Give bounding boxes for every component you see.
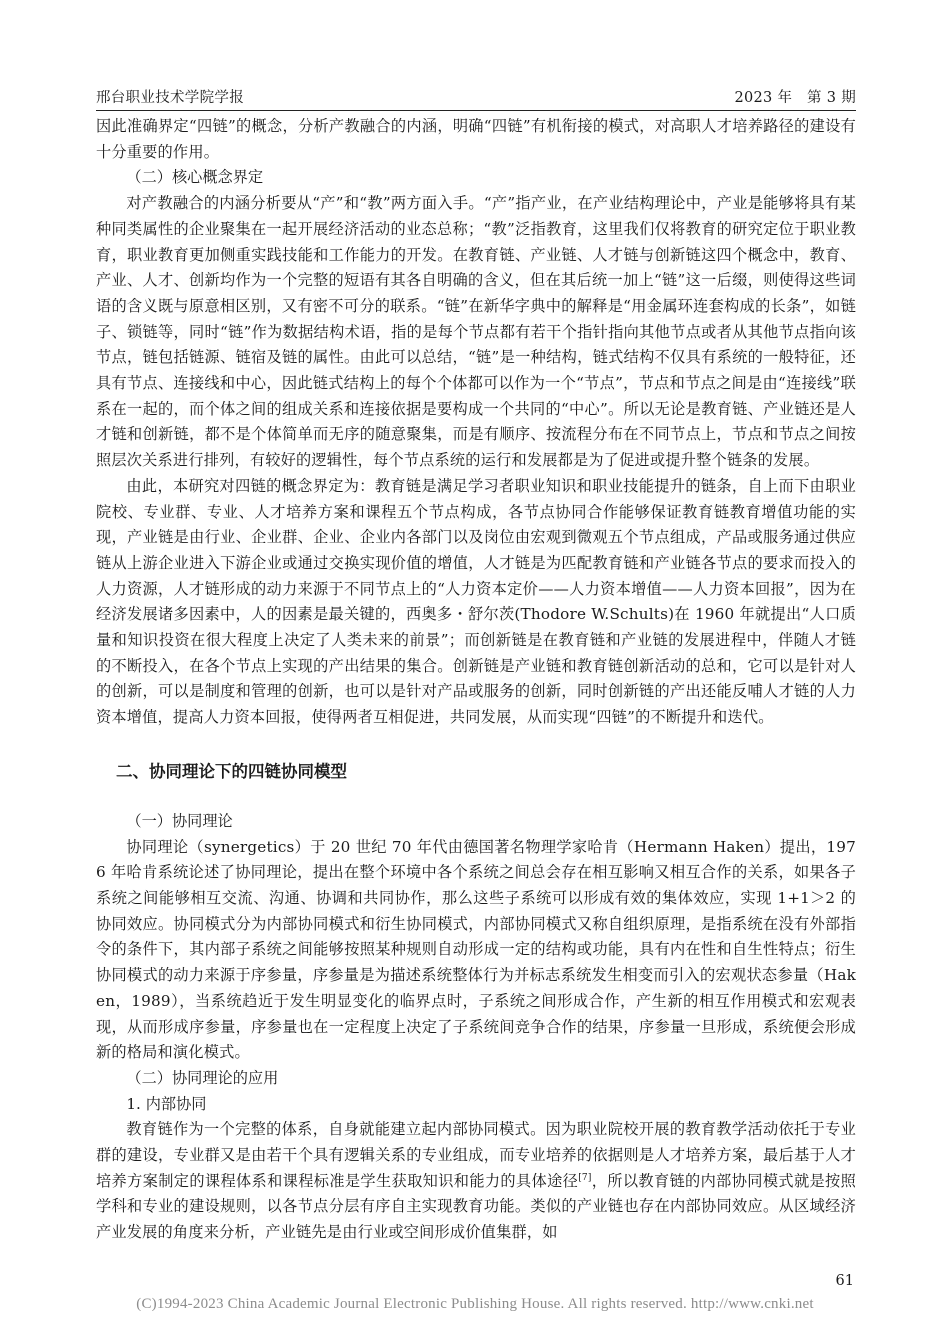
paragraph-industry-education-analysis: 对产教融合的内涵分析要从“产”和“教”两方面入手。“产”指产业，在产业结构理论中，产业是能够将具有某种同类属性的企业聚集在一起开展经济活动的业态总称；“教”泛指教育，这里我们仅将教育的研究定位于职业教育，职业教育更加侧重实践技能和工作能力的开发。在教育链、产业链、人才链与创新链这四个概念中，教育、产业、人才、创新均作为一个完整的短语有其各自明确的含义，但在其后统一加上“链”这一后缀，则使得这些词语的含义既与原意相区别，又有密不可分的联系。“链”在新华字典中的解释是“用金属环连套构成的长条”，如链子、锁链等，同时“链”作为数据结构术语，指的是每个节点都有若干个指针指向其他节点或者从其他节点指向该节点，链包括链源、链宿及链的属性。由此可以总结，“链”是一种结构，链式结构不仅具有系统的一般特征，还具有节点、连接线和中心，因此链式结构上的每个个体都可以作为一个“节点”，节点和节点之间是由“连接线”联系在一起的，而个体之间的组成关系和连接依据是要构成一个共同的“中心”。所以无论是教育链、产业链还是人才链和创新链，都不是个体简单而无序的随意聚集，而是有顺序、按流程分布在不同节点上，节点和节点之间按照层次关系进行排列，有较好的逻辑性，每个节点系统的运行和发展都是为了促进或提升整个链条的发展。 — [96, 194, 856, 470]
subheading-core-concepts: （二）核心概念界定 — [126, 168, 264, 187]
copyright-watermark: (C)1994-2023 China Academic Journal Electronic Publishing House. All rights reserved. http://www.cnki.net — [136, 1296, 814, 1312]
running-header — [96, 86, 856, 108]
subheading-internal-synergy: 1. 内部协同 — [126, 1094, 207, 1113]
article-body — [96, 114, 856, 1246]
subheading-synergy-theory: （一）协同理论 — [126, 811, 233, 830]
citation-ref: [7] — [578, 1172, 592, 1183]
section-heading-synergy-model: 二、协同理论下的四链协同模型 — [116, 761, 347, 781]
page-number: 61 — [835, 1273, 854, 1289]
issue-info: 2023 年 第 3 期 — [734, 90, 856, 106]
paragraph-text-part1: 教育链作为一个完整的体系，自身就能建立起内部协同模式。因为职业院校开展的教育教学活动依托于专业群的建设，专业群又是由若干个具有逻辑关系的专业组成，而专业培养的依据则是人才培养方案，最后基于人才培养方案制定的课程体系和课程标准是学生获取知识和能力的具体途径 — [96, 1120, 856, 1190]
paragraph-internal-synergy — [96, 1117, 856, 1246]
paragraph-text-part2: ，所以教育链的内部协同模式就是按照学科和专业的建设规则，以各节点分层有序自主实现教育功能。类似的产业链也存在内部协同效应。从区域经济产业发展的角度来分析，产业链先是由行业或空间形成价值集群，如 — [96, 1171, 856, 1242]
paragraph-continuation: 因此准确界定“四链”的概念，分析产教融合的内涵，明确“四链”有机衔接的模式，对高职人才培养路径的建设有十分重要的作用。 — [96, 117, 856, 161]
paragraph-four-chains-definition: 由此，本研究对四链的概念界定为：教育链是满足学习者职业知识和职业技能提升的链条，自上而下由职业院校、专业群、专业、人才培养方案和课程五个节点构成，各节点协同合作能够保证教育链教育增值功能的实现，产业链是由行业、企业群、企业、企业内各部门以及岗位由宏观到微观五个节点组成，产品或服务通过供应链从上游企业进入下游企业或通过交换实现价值的增值，人才链是为匹配教育链和产业链各节点的要求而投入的人力资源，人才链形成的动力来源于不同节点上的“人力资本定价——人力资本增值——人力资本回报”，因为在经济发展诸多因素中，人的因素是最关键的，西奥多・舒尔茨(Thodore W.Schults)在 1960 年就提出“人口质量和知识投资在很大程度上决定了人类未来的前景”；而创新链是在教育链和产业链的发展进程中，伴随人才链的不断投入，在各个节点上实现的产出结果的集合。创新链是产业链和教育链创新活动的总和，它可以是针对人的创新，可以是制度和管理的创新，也可以是针对产品或服务的创新，同时创新链的产出还能反哺人才链的人力资本增值，提高人力资本回报，使得两者互相促进，共同发展，从而实现“四链”的不断提升和迭代。 — [96, 476, 856, 727]
journal-name: 邢台职业技术学院学报 — [96, 90, 244, 106]
header-divider — [96, 110, 856, 111]
paragraph-synergy-theory: 协同理论（synergetics）于 20 世纪 70 年代由德国著名物理学家哈肯（Hermann Haken）提出，1976 年哈肯系统论述了协同理论，提出在整个环境中各个系统之间总会存在相互影响又相互合作的关系，如果各子系统之间能够相互交流、沟通、协调和共同协作，那么这些子系统可以形成有效的集体效应，实现 1+1＞2 的协同效应。协同模式分为内部协同模式和衍生协同模式，内部协同模式又称自组织原理，是指系统在没有外部指令的条件下，其内部子系统之间能够按照某种规则自动形成一定的结构或功能，具有内在性和自生性特点；衍生协同模式的动力来源于序参量，序参量是为描述系统整体行为并标志系统发生相变而引入的宏观状态参量（Haken，1989），当系统趋近于发生明显变化的临界点时，子系统之间形成合作，产生新的相互作用模式和宏观表现，从而形成序参量，序参量也在一定程度上决定了子系统间竞争合作的结果，序参量一旦形成，系统便会形成新的格局和演化模式。 — [96, 837, 856, 1062]
subheading-theory-application: （二）协同理论的应用 — [126, 1068, 279, 1087]
